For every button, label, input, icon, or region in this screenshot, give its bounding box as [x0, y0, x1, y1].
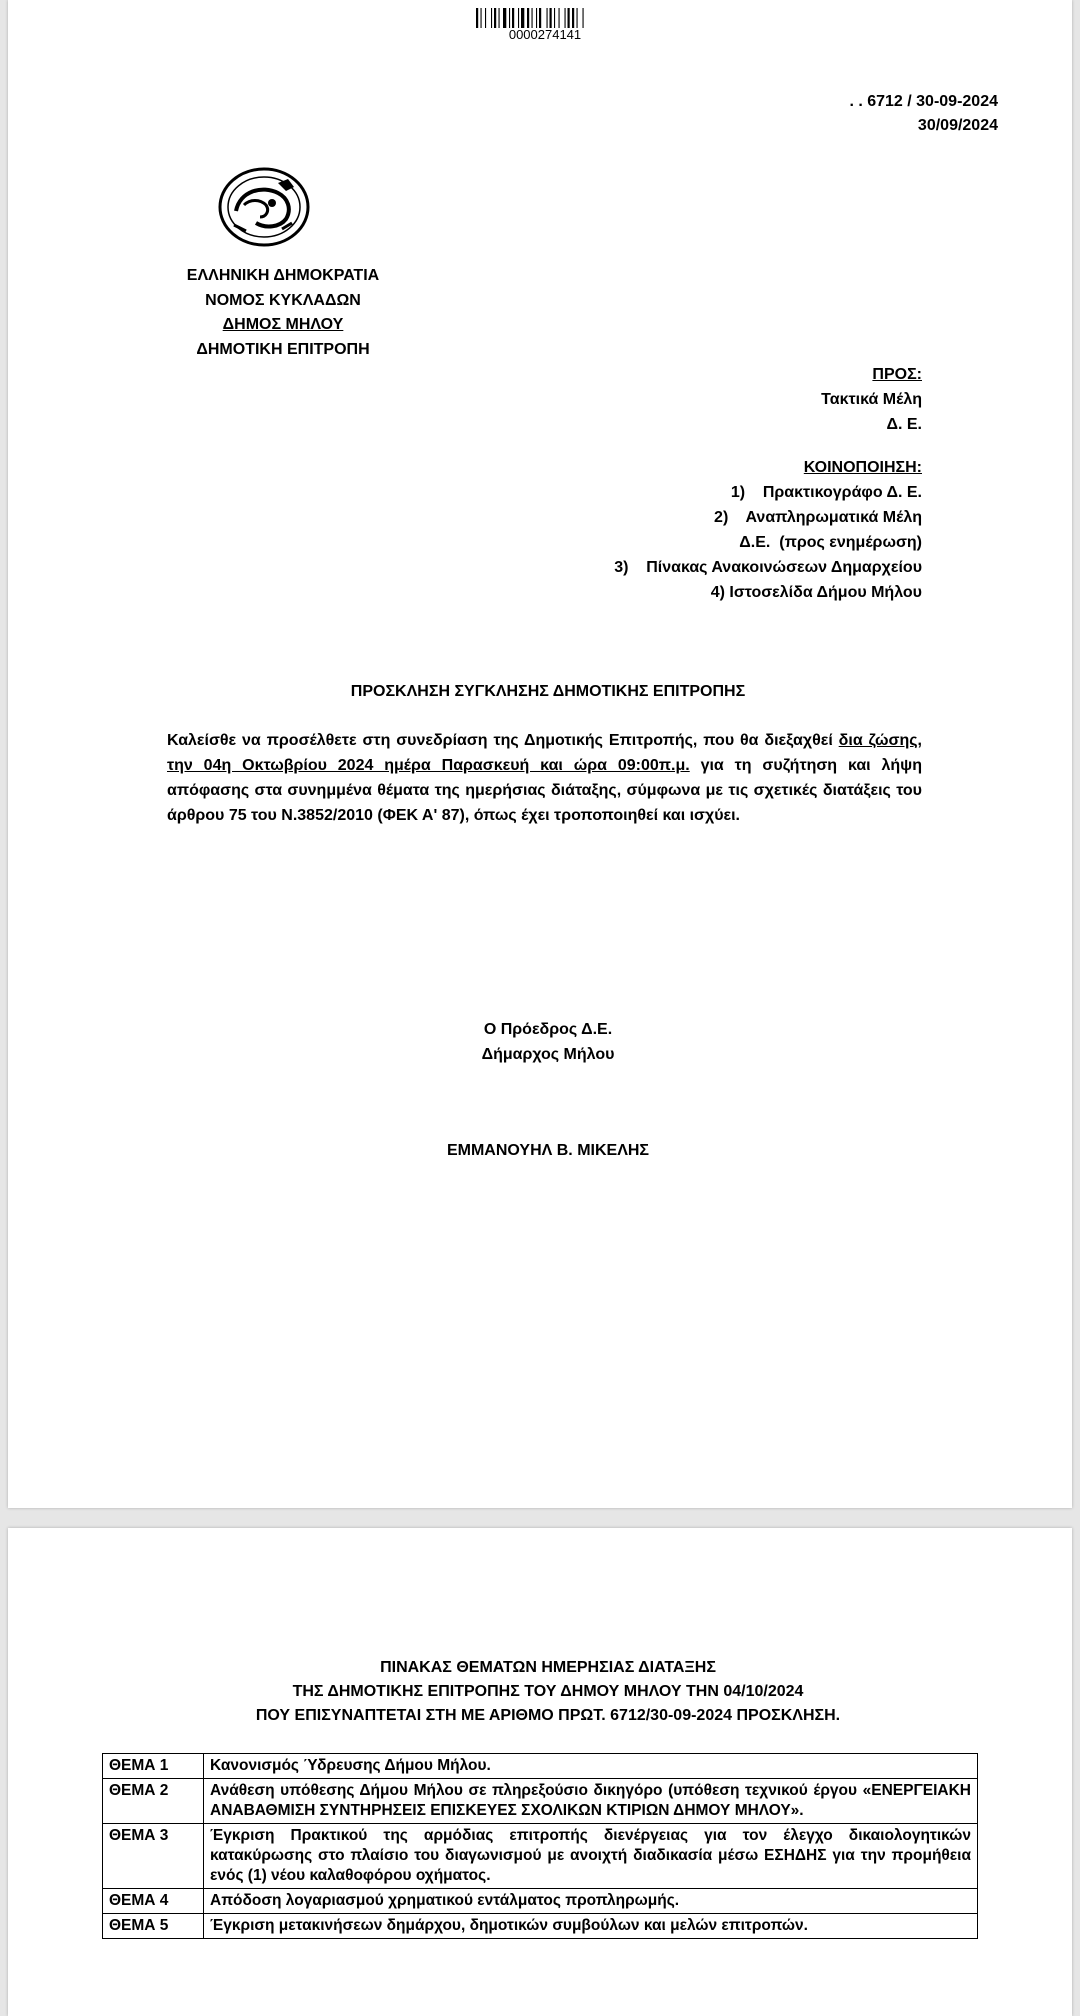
agenda-heading	[108, 1656, 988, 1728]
signature-role: Δήμαρχος Μήλου	[481, 1046, 615, 1063]
document-page-2	[8, 1528, 1072, 2016]
agenda-item-number: ΘΕΜΑ 2	[103, 1779, 204, 1824]
table-row	[103, 1754, 978, 1779]
cc-item: 2) Αναπληρωματικά Μέλη	[714, 509, 922, 526]
cc-block	[322, 455, 922, 605]
barcode-number: 0000274141	[508, 27, 582, 42]
agenda-title: ΠΙΝΑΚΑΣ ΘΕΜΑΤΩΝ ΗΜΕΡΗΣΙΑΣ ΔΙΑΤΑΞΗΣ	[380, 1659, 716, 1676]
cc-title: ΚΟΙΝΟΠΟΙΗΣΗ:	[803, 459, 922, 476]
agenda-subtitle: ΤΗΣ ΔΗΜΟΤΙΚΗΣ ΕΠΙΤΡΟΠΗΣ ΤΟΥ ΔΗΜΟΥ ΜΗΛΟΥ ΤΗΝ 04/10/2024	[292, 1683, 804, 1700]
issuer-municipality: ΔΗΜΟΣ ΜΗΛΟΥ	[222, 316, 344, 333]
issuer-committee: ΔΗΜΟΤΙΚΗ ΕΠΙΤΡΟΠΗ	[196, 340, 370, 358]
agenda-item-number: ΘΕΜΑ 4	[103, 1889, 204, 1914]
protocol-block	[698, 90, 998, 138]
document-page-1	[8, 0, 1072, 1508]
recipients-block	[522, 362, 922, 437]
recipients-title: ΠΡΟΣ:	[872, 366, 922, 383]
table-row	[103, 1889, 978, 1914]
agenda-item-text: Έγκριση μετακινήσεων δημάρχου, δημοτικών συμβούλων και μελών επιτροπών.	[204, 1914, 978, 1939]
cc-item: 4) Ιστοσελίδα Δήμου Μήλου	[710, 584, 922, 601]
invitation-meeting-details: δια ζώσης, την 04η Οκτωβρίου 2024 ημέρα Παρασκευή και ώρα 09:00π.μ.	[167, 732, 923, 774]
cc-item: 3) Πίνακας Ανακοινώσεων Δημαρχείου	[614, 559, 922, 576]
cc-item: Δ.Ε. (προς ενημέρωση)	[739, 534, 922, 551]
agenda-item-text: Ανάθεση υπόθεσης Δήμου Μήλου σε πληρεξούσιο δικηγόρο (υπόθεση τεχνικού έργου «ΕΝΕΡΓΕΙΑΚΗ ΑΝΑΒΑΘΜΙΣΗ ΣΥΝΤΗΡΗΣΕΙΣ ΕΠΙΣΚΕΥΕΣ ΣΧΟΛΙΚΩΝ ΚΤΙΡΙΩΝ ΔΗΜΟΥ ΜΗΛΟΥ».	[204, 1779, 978, 1824]
invitation-body-start: Καλείσθε να προσέλθετε στη συνεδρίαση της Δημοτικής Επιτροπής, που θα διεξαχθεί	[167, 732, 839, 749]
issuer-header	[158, 264, 408, 362]
barcode-image	[476, 8, 614, 28]
table-row	[103, 1914, 978, 1939]
protocol-date: 30/09/2024	[917, 117, 998, 134]
protocol-number: . . 6712 / 30-09-2024	[849, 93, 998, 110]
recipients-line: Τακτικά Μέλη	[821, 391, 922, 408]
recipients-line: Δ. Ε.	[886, 416, 922, 433]
agenda-table	[102, 1753, 978, 1939]
issuer-prefecture: ΝΟΜΟΣ ΚΥΚΛΑΔΩΝ	[205, 291, 361, 309]
table-row	[103, 1824, 978, 1889]
agenda-item-number: ΘΕΜΑ 5	[103, 1914, 204, 1939]
coin-emblem-icon	[216, 165, 312, 249]
cc-item: 1) Πρακτικογράφο Δ. Ε.	[730, 484, 922, 501]
agenda-item-text: Έγκριση Πρακτικού της αρμόδιας επιτροπής διενέργειας για τον έλεγχο δικαιολογητικών κατακύρωσης στο πλαίσιο του διαγωνισμού με ανοιχτή διαδικασία μέσω ΕΣΗΔΗΣ για την προμήθεια ενός (1) νέου καλαθοφόρου οχήματος.	[204, 1824, 978, 1889]
agenda-item-number: ΘΕΜΑ 1	[103, 1754, 204, 1779]
issuer-country: ΕΛΛΗΝΙΚΗ ΔΗΜΟΚΡΑΤΙΑ	[186, 267, 380, 284]
signature-block	[348, 1017, 748, 1067]
agenda-item-text: Απόδοση λογαριασμού χρηματικού εντάλματος προπληρωμής.	[204, 1889, 978, 1914]
signature-title: Ο Πρόεδρος Δ.Ε.	[483, 1021, 613, 1038]
signatory-name: ΕΜΜΑΝΟΥΗΛ Β. ΜΙΚΕΛΗΣ	[446, 1142, 650, 1159]
agenda-reference: ΠΟΥ ΕΠΙΣΥΝΑΠΤΕΤΑΙ ΣΤΗ ΜΕ ΑΡΙΘΜΟ ΠΡΩΤ. 6712/30-09-2024 ΠΡΟΣΚΛΗΣΗ.	[255, 1707, 841, 1724]
table-row	[103, 1779, 978, 1824]
agenda-item-number: ΘΕΜΑ 3	[103, 1824, 204, 1889]
invitation-title: ΠΡΟΣΚΛΗΣΗ ΣΥΓΚΛΗΣΗΣ ΔΗΜΟΤΙΚΗΣ ΕΠΙΤΡΟΠΗΣ	[350, 683, 746, 700]
agenda-item-text: Κανονισμός Ύδρευσης Δήμου Μήλου.	[204, 1754, 978, 1779]
invitation-body	[167, 728, 922, 828]
invitation-body-end: για τη συζήτηση και λήψη απόφασης στα συνημμένα θέματα της ημερήσιας διάταξης, σύμφωνα με τις σχετικές διατάξεις του άρθρου 75 του Ν.3852/2010 (ΦΕΚ Α' 87), όπως έχει τροποποιηθεί και ισχύει.	[167, 757, 923, 824]
